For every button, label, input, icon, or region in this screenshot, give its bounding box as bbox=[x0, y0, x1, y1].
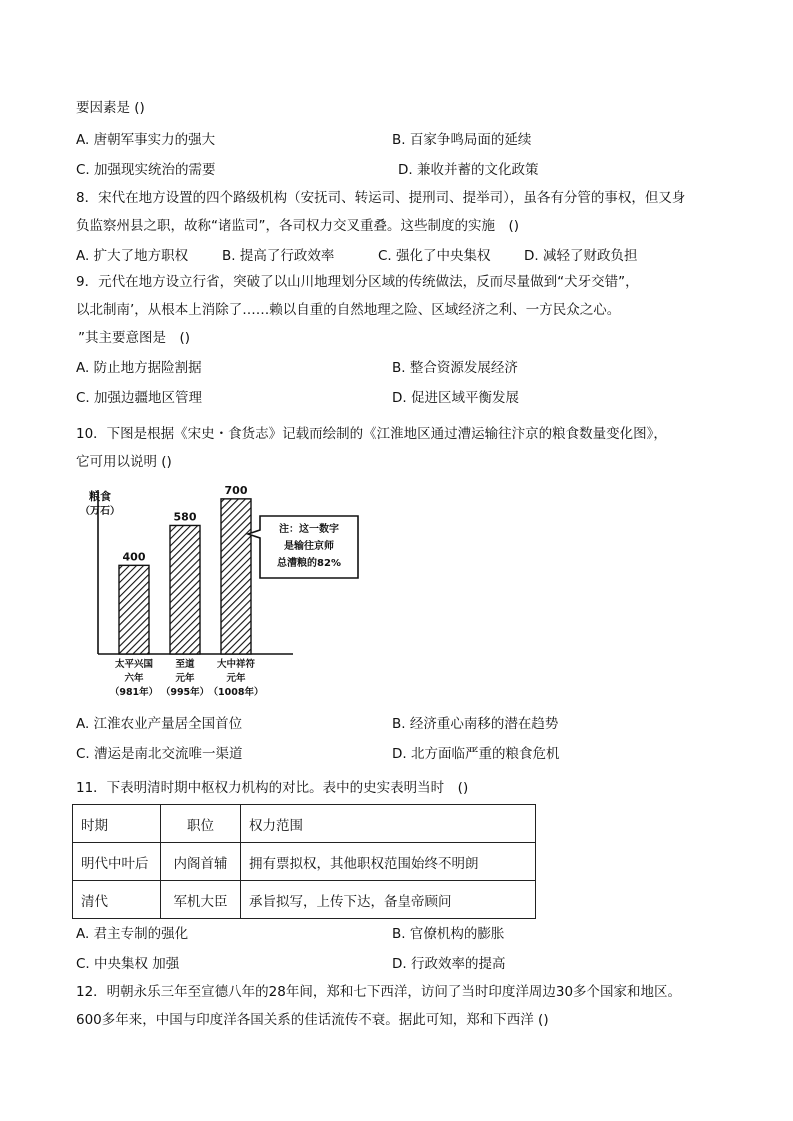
q11-option-b: B. 官僚机构的膨胀 bbox=[392, 926, 505, 942]
x-tick-label: 元年 bbox=[175, 673, 195, 684]
bar bbox=[119, 565, 149, 654]
annotation-line-2: 是输往京师 bbox=[284, 541, 334, 552]
q8-stem-line-2: 负监察州县之职，故称“诸监司”，各司权力交叉重叠。这些制度的实施 () bbox=[76, 218, 520, 234]
annotation-callout bbox=[248, 516, 358, 578]
x-tick-label: 六年 bbox=[124, 673, 144, 684]
q9-option-b: B. 整合资源发展经济 bbox=[392, 360, 518, 376]
q9-stem-line-2: 以北制南’，从根本上消除了……赖以自重的自然地理之险、区域经济之利、一方民众之心。 bbox=[76, 302, 621, 318]
q7-option-d: D. 兼收并蓄的文化政策 bbox=[398, 162, 539, 178]
table-row bbox=[73, 881, 536, 919]
y-axis-label-line-1: 粮食 bbox=[89, 490, 111, 503]
q7-stem-tail: 要因素是 () bbox=[76, 100, 145, 116]
q9-option-c: C. 加强边疆地区管理 bbox=[76, 390, 203, 406]
grain-bar-chart bbox=[80, 483, 388, 698]
q11-stem: 11．下表明清时期中枢权力机构的对比。表中的史实表明当时 () bbox=[76, 780, 469, 796]
q10-option-c: C. 漕运是南北交流唯一渠道 bbox=[76, 746, 243, 762]
q12-stem-line-1: 12．明朝永乐三年至宣德八年的28年间，郑和七下西洋，访问了当时印度洋周边30多个国家和地区。 bbox=[76, 984, 682, 1000]
q8-option-a: A. 扩大了地方职权 bbox=[76, 248, 189, 264]
q10-option-b: B. 经济重心南移的潜在趋势 bbox=[392, 716, 559, 732]
q11-option-d: D. 行政效率的提高 bbox=[392, 956, 506, 972]
table-header-cell: 时期 bbox=[73, 805, 161, 843]
x-tick-label: 至道 bbox=[175, 659, 195, 670]
bar-value-label: 400 bbox=[122, 550, 146, 564]
x-tick-label: （981年） bbox=[109, 687, 159, 698]
q12-stem-line-2: 600多年来，中国与印度洋各国关系的佳话流传不衰。据此可知，郑和下西洋 () bbox=[76, 1012, 549, 1028]
x-tick-label: 大中祥符 bbox=[216, 659, 256, 670]
table-header-cell: 职位 bbox=[161, 805, 241, 843]
annotation-line-1: 注：这一数字 bbox=[279, 524, 339, 535]
table-cell: 承旨拟写，上传下达，备皇帝顾问 bbox=[241, 881, 536, 919]
q9-option-d: D. 促进区域平衡发展 bbox=[392, 390, 519, 406]
q8-option-b: B. 提高了行政效率 bbox=[222, 248, 335, 264]
table-header-row bbox=[73, 805, 536, 843]
q7-option-a: A. 唐朝军事实力的强大 bbox=[76, 132, 216, 148]
table-cell: 军机大臣 bbox=[161, 881, 241, 919]
q8-option-d: D. 减轻了财政负担 bbox=[524, 248, 638, 264]
grain-bar-chart-svg bbox=[80, 483, 388, 698]
table-row bbox=[73, 843, 536, 881]
q10-option-d: D. 北方面临严重的粮食危机 bbox=[392, 746, 560, 762]
q11-option-c: C. 中央集权 加强 bbox=[76, 956, 180, 972]
q10-option-a: A. 江淮农业产量居全国首位 bbox=[76, 716, 243, 732]
x-tick-label: 太平兴国 bbox=[114, 659, 154, 670]
q9-option-a: A. 防止地方据险割据 bbox=[76, 360, 202, 376]
q9-stem-line-3: ”其主要意图是 () bbox=[78, 330, 191, 346]
table-cell: 内阁首辅 bbox=[161, 843, 241, 881]
bar bbox=[170, 525, 200, 654]
y-axis-label-line-2: （万石） bbox=[80, 506, 120, 517]
q8-option-c: C. 强化了中央集权 bbox=[378, 248, 491, 264]
q11-option-a: A. 君主专制的强化 bbox=[76, 926, 189, 942]
q8-stem-line-1: 8．宋代在地方设置的四个路级机构（安抚司、转运司、提刑司、提举司），虽各有分管的事权，但又身 bbox=[76, 190, 686, 206]
x-tick-label: 元年 bbox=[226, 673, 246, 684]
table-header-cell: 权力范围 bbox=[241, 805, 536, 843]
table-cell: 清代 bbox=[73, 881, 161, 919]
history-comparison-table bbox=[72, 804, 536, 919]
q9-stem-line-1: 9．元代在地方设立行省，突破了以山川地理划分区域的传统做法，反而尽量做到“犬牙交错”， bbox=[76, 274, 639, 290]
q10-stem-line-2: 它可用以说明 () bbox=[76, 454, 172, 470]
table-cell: 明代中叶后 bbox=[73, 843, 161, 881]
x-tick-label: （1008年） bbox=[208, 687, 264, 698]
annotation-line-3: 总漕粮的82% bbox=[277, 558, 341, 569]
bar-value-label: 700 bbox=[224, 483, 248, 497]
x-tick-label: （995年） bbox=[160, 687, 210, 698]
bar-value-label: 580 bbox=[173, 510, 197, 524]
q7-option-c: C. 加强现实统治的需要 bbox=[76, 162, 216, 178]
q10-stem-line-1: 10．下图是根据《宋史・食货志》记载而绘制的《江淮地区通过漕运输往汴京的粮食数量变化图》， bbox=[76, 426, 667, 442]
bar bbox=[221, 499, 251, 654]
table-cell: 拥有票拟权，其他职权范围始终不明朗 bbox=[241, 843, 536, 881]
q7-option-b: B. 百家争鸣局面的延续 bbox=[392, 132, 532, 148]
